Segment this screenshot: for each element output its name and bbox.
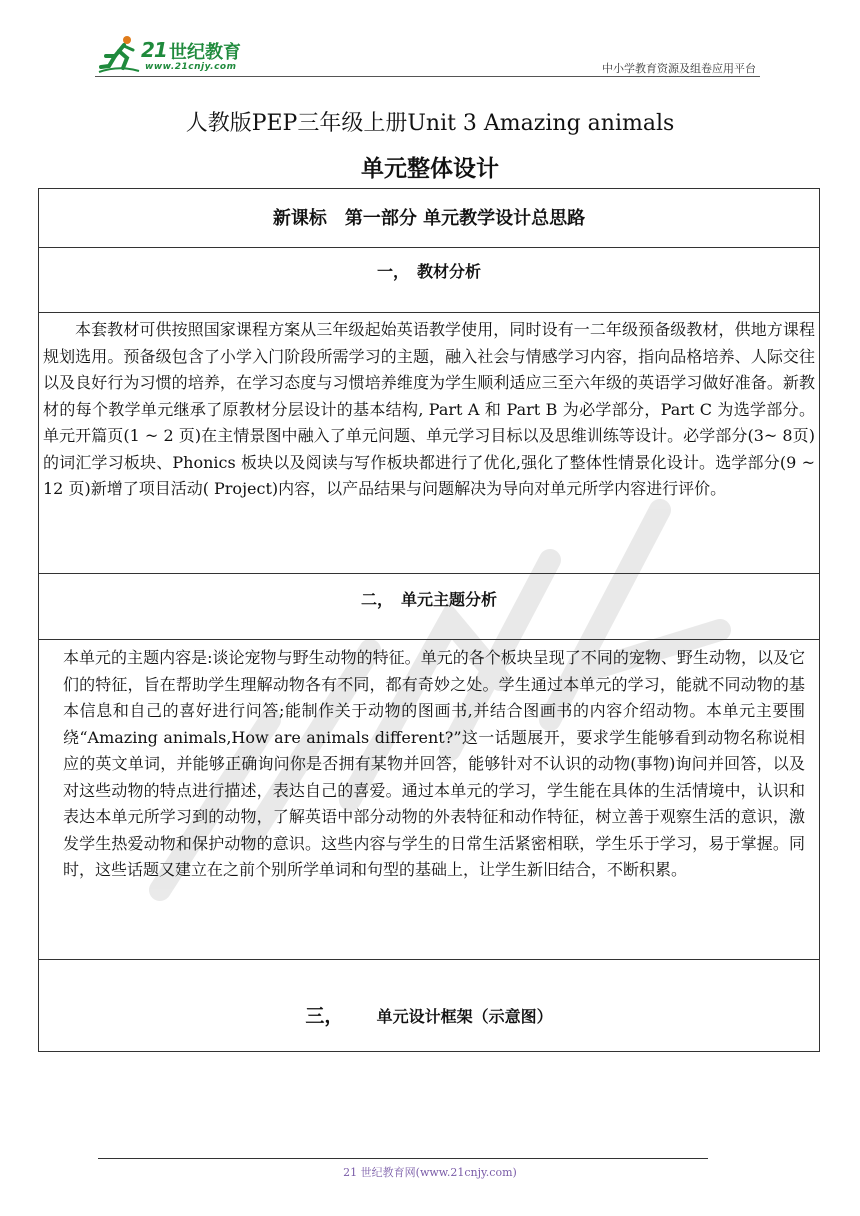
design-table (38, 188, 820, 1052)
logo-number: 21 (141, 38, 167, 62)
row-divider (39, 573, 819, 574)
section3-heading (39, 1001, 819, 1028)
logo-text: 世纪教育 (169, 42, 241, 63)
row-divider (39, 639, 819, 640)
row-divider (39, 312, 819, 313)
platform-name: 中小学教育资源及组卷应用平台 (602, 62, 756, 75)
document-title: 人教版PEP三年级上册Unit 3 Amazing animals (185, 111, 675, 136)
part-heading: 新课标 第一部分 单元教学设计总思路 (272, 208, 586, 229)
footer-divider (98, 1158, 708, 1159)
row-divider (39, 247, 819, 248)
section1-body (43, 317, 815, 503)
section1-paragraph: 本套教材可供按照国家课程方案从三年级起始英语教学使用，同时设有一二年级预备级教材，供地方课程规划选用。预备级包含了小学入门阶段所需学习的主题，融入社会与情感学习内容，指向品格培养、人际交往以及良好行为习惯的培养，在学习态度与习惯培养维度为学生顺利适应三至六年级的英语学习做好准备。新教材的每个教学单元继承了原教材分层设计的基本结构, Part A 和 Part B 为必学部分，Part C 为选学部分。单元开篇页(1 ~ 2 页)在主情景图中融入了单元问题、单元学习目标以及思维训练等设计。必学部分(3~ 8页)的词汇学习板块、Phonics 板块以及阅读与写作板块都进行了优化,强化了整体性情景化设计。选学部分(9 ~ 12 页)新增了项目活动( Project)内容，以产品结果与问题解决为导向对单元所学内容进行评价。 (43, 320, 815, 498)
page-footer: 21 世纪教育网(www.21cnjy.com) (343, 1166, 517, 1179)
section2-heading: 二， 单元主题分析 (360, 590, 497, 609)
section1-heading: 一， 教材分析 (376, 262, 481, 281)
section3-number: 三， (305, 1005, 344, 1027)
header-divider (95, 76, 760, 77)
section2-paragraph: 本单元的主题内容是:谈论宠物与野生动物的特征。单元的各个板块呈现了不同的宠物、野生动物，以及它们的特征，旨在帮助学生理解动物各有不同，都有奇妙之处。学生通过本单元的学习，能就不同动物的基本信息和自己的喜好进行问答;能制作关于动物的图画书,并结合图画书的内容介绍动物。本单元主要围绕“Amazing animals,How are animals different?”这一话题展开，要求学生能够看到动物名称说相应的英文单词，并能够正确询问你是否拥有某物并回答，能够针对不认识的动物(事物)询问并回答，以及对这些动物的特点进行描述，表达自己的喜爱。通过本单元的学习，学生能在具体的生活情境中，认识和表达本单元所学习到的动物，了解英语中部分动物的外表特征和动作特征，树立善于观察生活的意识，激发学生热爱动物和保护动物的意识。这些内容与学生的日常生活紧密相联，学生乐于学习，易于掌握。同时，这些话题又建立在之前个别所学单词和句型的基础上，让学生新旧结合，不断积累。 (63, 648, 805, 879)
page-header (95, 30, 760, 78)
site-logo (95, 32, 265, 74)
section3-title: 单元设计框架（示意图） (376, 1007, 553, 1026)
row-divider (39, 959, 819, 960)
section2-body (63, 645, 805, 884)
document-subtitle: 单元整体设计 (361, 156, 499, 182)
logo-url: www.21cnjy.com (145, 62, 237, 72)
runner-logo-icon (97, 34, 141, 74)
